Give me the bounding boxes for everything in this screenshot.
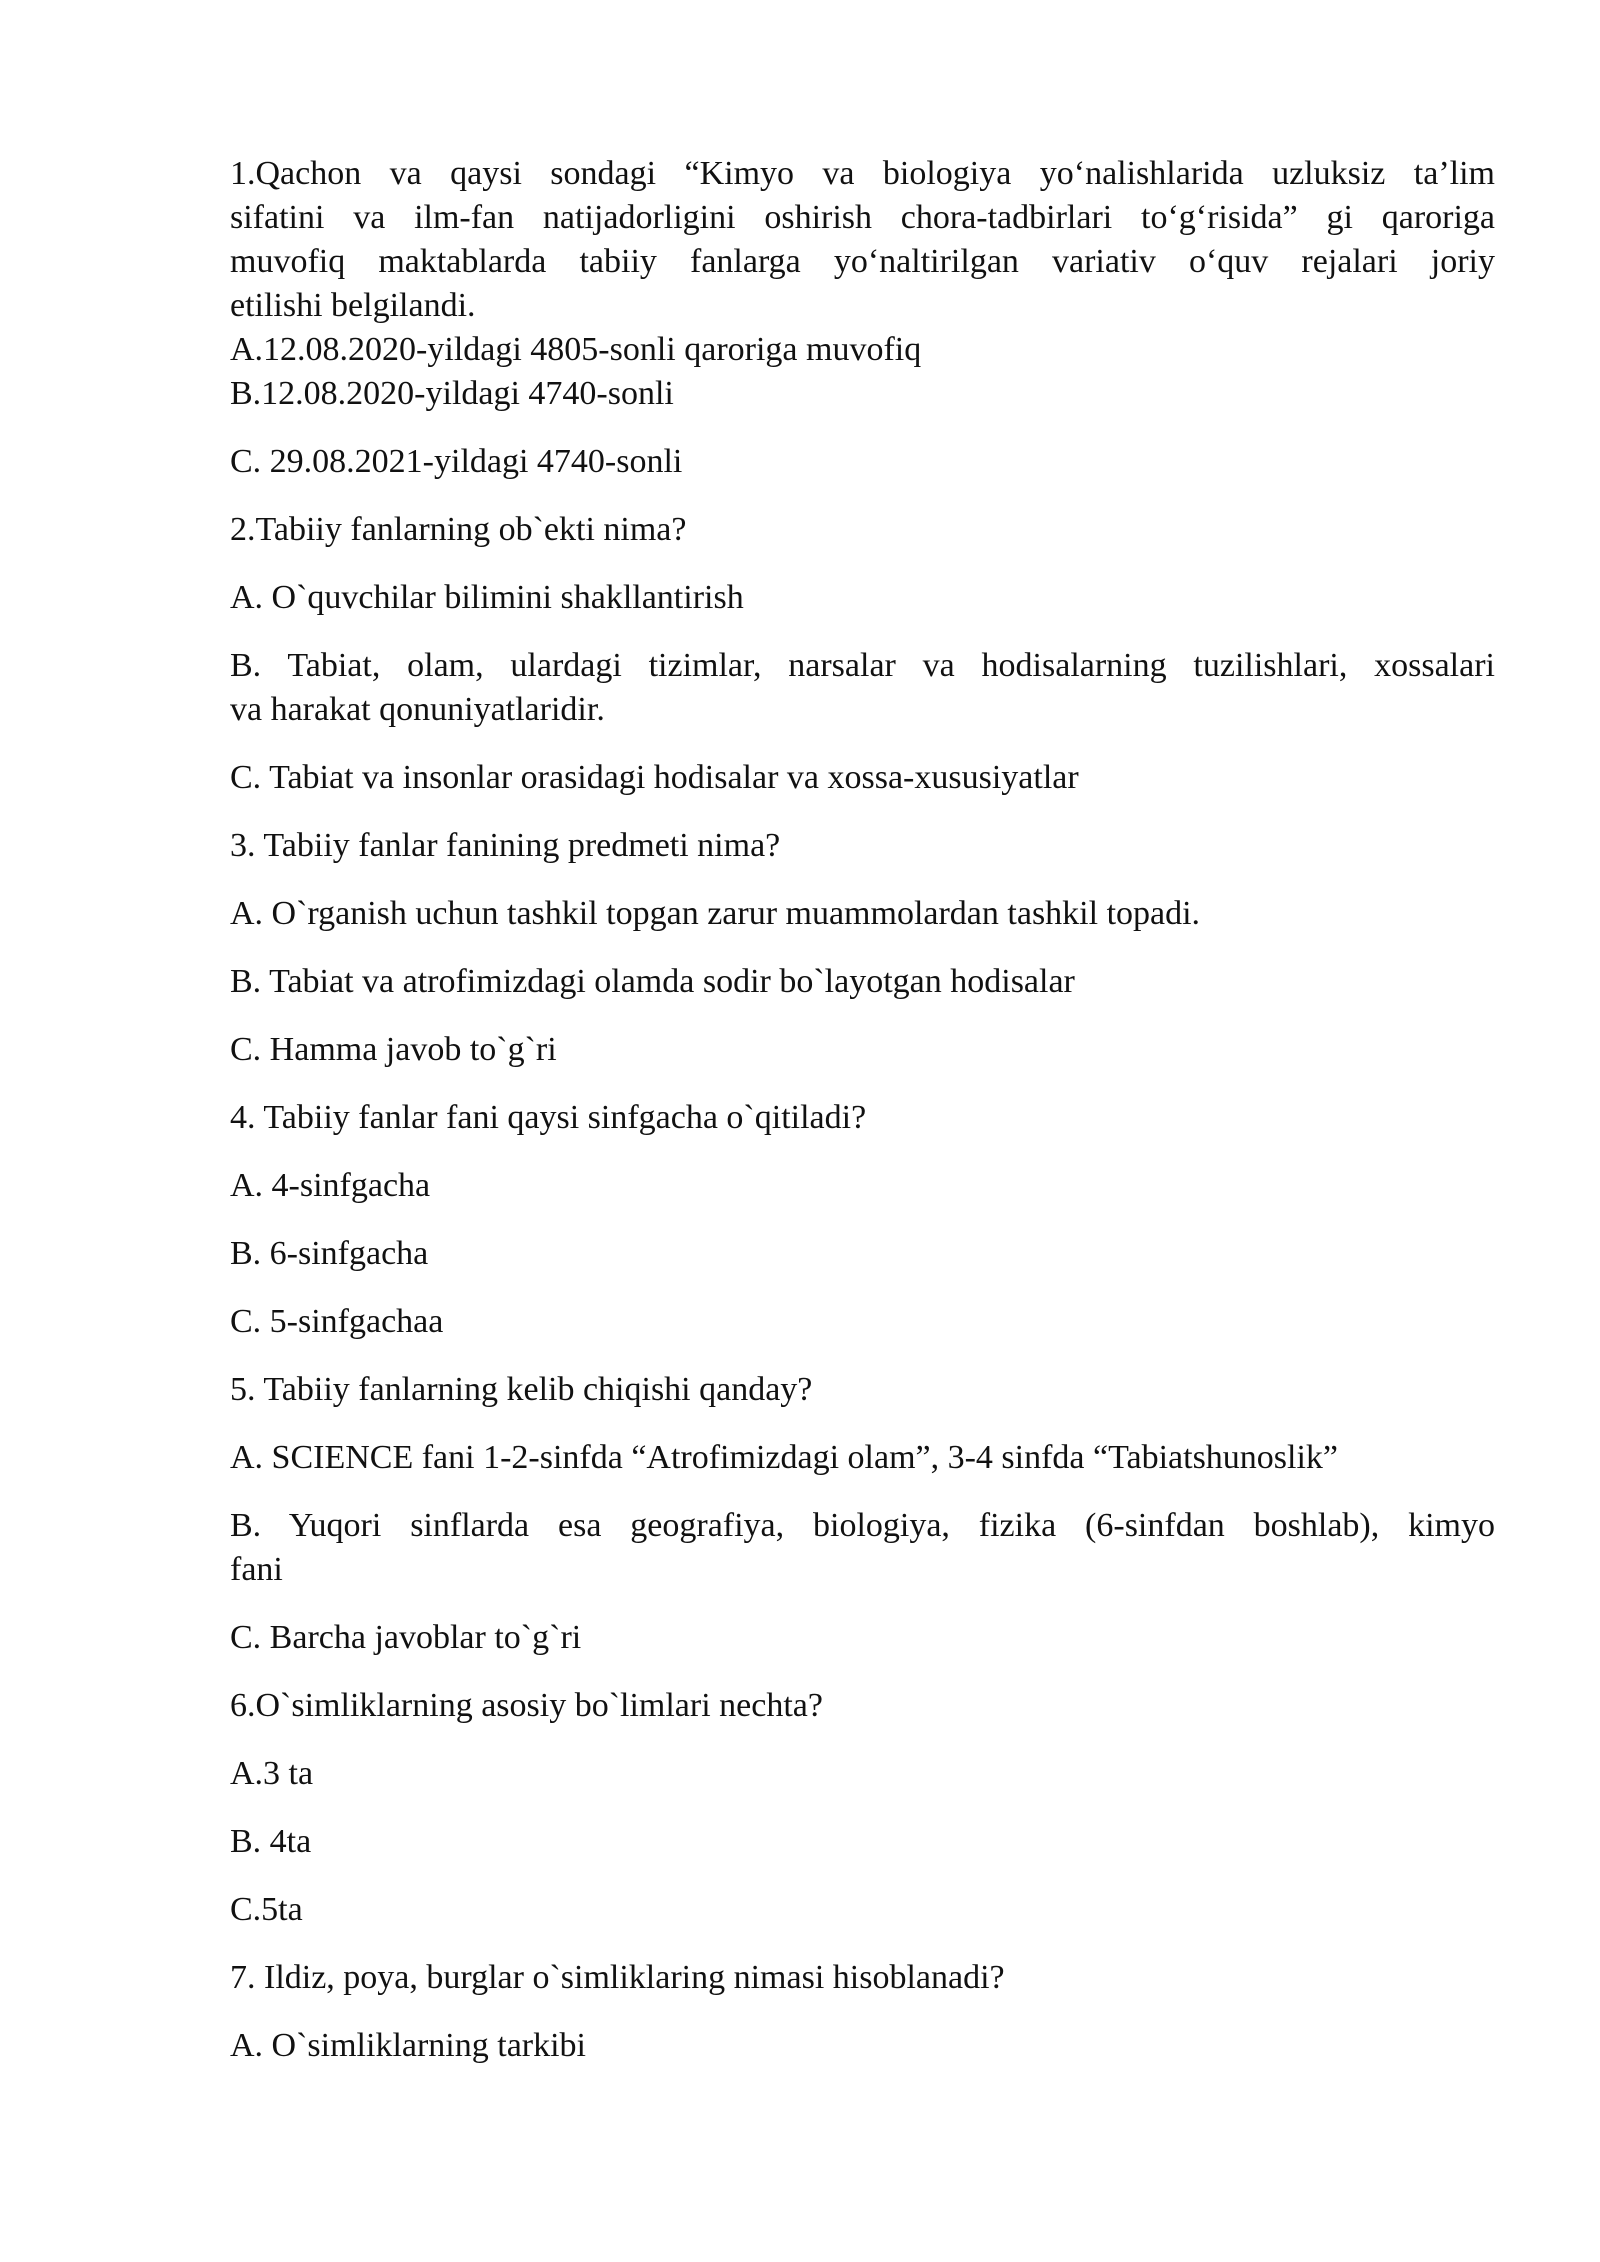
question-1-line-2: sifatini va ilm-fan natijadorligini oshirish chora-tadbirlari to‘g‘risida” gi qaroriga bbox=[230, 199, 1495, 236]
question-7-option-a: A. O`simliklarning tarkibi bbox=[230, 2027, 587, 2064]
question-3-option-a: A. O`rganish uchun tashkil topgan zarur muammolardan tashkil topadi. bbox=[230, 895, 1201, 932]
question-5-option-b-line-1: B. Yuqori sinflarda esa geografiya, biologiya, fizika (6-sinfdan boshlab), kimyo bbox=[230, 1507, 1495, 1544]
question-4-option-b: B. 6-sinfgacha bbox=[230, 1235, 429, 1272]
question-6-option-b: B. 4ta bbox=[230, 1823, 312, 1860]
question-4-option-c: C. 5-sinfgachaa bbox=[230, 1303, 444, 1340]
question-6: 6.O`simliklarning asosiy bo`limlari nechta? bbox=[230, 1687, 823, 1724]
question-4-option-a: A. 4-sinfgacha bbox=[230, 1167, 431, 1204]
document-page bbox=[230, 152, 1495, 2068]
question-4: 4. Tabiiy fanlar fani qaysi sinfgacha o`qitiladi? bbox=[230, 1099, 867, 1136]
question-5-option-b-line-2: fani bbox=[230, 1551, 283, 1588]
question-1-option-c: C. 29.08.2021-yildagi 4740-sonli bbox=[230, 443, 683, 480]
question-3-option-c: C. Hamma javob to`g`ri bbox=[230, 1031, 557, 1068]
question-2-option-a: A. O`quvchilar bilimini shakllantirish bbox=[230, 579, 744, 616]
question-3-option-b: B. Tabiat va atrofimizdagi olamda sodir bo`layotgan hodisalar bbox=[230, 963, 1075, 1000]
question-2-option-b-line-2: va harakat qonuniyatlaridir. bbox=[230, 691, 605, 728]
question-5: 5. Tabiiy fanlarning kelib chiqishi qanday? bbox=[230, 1371, 813, 1408]
question-1-option-b: B.12.08.2020-yildagi 4740-sonli bbox=[230, 375, 674, 412]
question-2-option-b-line-1: B. Tabiat, olam, ulardagi tizimlar, narsalar va hodisalarning tuzilishlari, xossalari bbox=[230, 647, 1495, 684]
question-1-line-3: muvofiq maktablarda tabiiy fanlarga yo‘naltirilgan variativ o‘quv rejalari joriy bbox=[230, 243, 1495, 280]
question-6-option-c: C.5ta bbox=[230, 1891, 303, 1928]
question-2-option-c: C. Tabiat va insonlar orasidagi hodisalar va xossa-xususiyatlar bbox=[230, 759, 1079, 796]
question-5-option-c: C. Barcha javoblar to`g`ri bbox=[230, 1619, 582, 1656]
question-3: 3. Tabiiy fanlar fanining predmeti nima? bbox=[230, 827, 781, 864]
question-1-line-4: etilishi belgilandi. bbox=[230, 287, 476, 324]
question-1-line-1: 1.Qachon va qaysi sondagi “Kimyo va biologiya yo‘nalishlarida uzluksiz ta’lim bbox=[230, 155, 1495, 192]
question-5-option-a: A. SCIENCE fani 1-2-sinfda “Atrofimizdagi olam”, 3-4 sinfda “Tabiatshunoslik” bbox=[230, 1439, 1339, 1476]
question-6-option-a: A.3 ta bbox=[230, 1755, 314, 1792]
question-1-option-a: A.12.08.2020-yildagi 4805-sonli qaroriga muvofiq bbox=[230, 331, 922, 368]
question-7: 7. Ildiz, poya, burglar o`simliklaring nimasi hisoblanadi? bbox=[230, 1959, 1005, 1996]
question-2: 2.Tabiiy fanlarning ob`ekti nima? bbox=[230, 511, 687, 548]
